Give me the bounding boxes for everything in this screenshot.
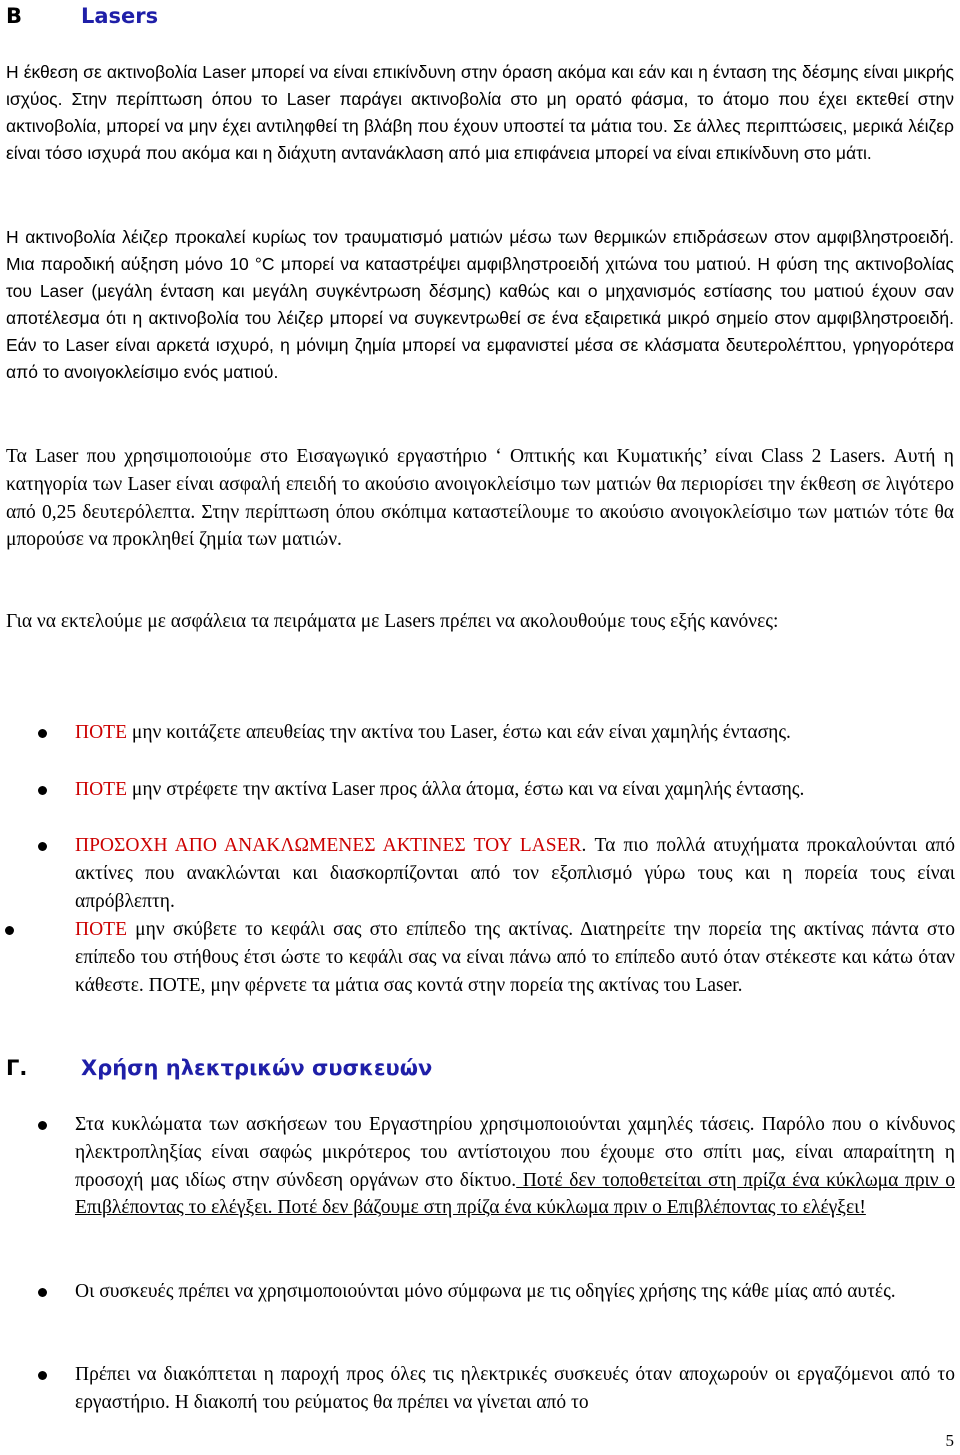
laser-injury-text: Η ακτινοβολία λέιζερ προκαλεί κυρίως τον τραυματισμό ματιών μέσω των θερμικών επιδράσεων στον αμφιβληστροειδή. Μια παροδική αύξηση μόνο 10 °C μπορεί να καταστρέψει αμφιβληστροειδή χιτώνα του ματιού. Η φύση της ακτινοβολίας του Laser (μεγάλη ένταση και μεγάλη συγκέντρωση δέσμης) καθώς και ο μηχανισμός εστίασης του ματιού έχουν σαν αποτέλεσμα ότι η ακτινοβολία του λέιζερ μπορεί να συγκεντρωθεί σε ένα εξαιρετικά μικρό σημείο στον αμφιβληστροειδή. Εάν το Laser είναι αρκετά ισχυρό, η μόνιμη ζημία μπορεί να εμφανιστεί μέσα σε κλάσματα δευτερολέπτου, γρηγορότερα από το ανοιγοκλείσιμο ενός ματιού. [6,227,954,382]
rule-body: μην σκύβετε το κεφάλι σας στο επίπεδο της ακτίνας. Διατηρείτε την πορεία της ακτίνας πάντα στο επίπεδο του στήθους έτσι ώστε το κεφάλι σας να είναι πάνω από το επίπεδο αυτό όταν στέκεστε και κάτω όταν κάθεστε. ΠΟΤΕ, μην φέρνετε τα μάτια σας κοντά στην πορεία της ακτίνας του Laser. [75,919,955,996]
rule-body: μην κοιτάζετε απευθείας την ακτίνα του Laser, έστω και εάν είναι χαμηλής έντασης. [127,722,791,743]
page-number: 5 [945,1431,954,1450]
rule-text [75,719,955,747]
rule-warning: ΠΟΤΕ [75,722,127,743]
rule-warning: ΠΟΤΕ [75,919,127,940]
rules-intro-text: Για να εκτελούμε με ασφάλεια τα πειράματα με Lasers πρέπει να ακολουθούμε τους εξής κανόνες: [6,611,779,632]
laser-injury-paragraph [6,224,954,386]
rule-text [75,832,955,915]
rule-item [0,832,956,916]
section-b-title: Lasers [81,4,159,28]
electrical-item [0,1361,956,1417]
laser-intro-text: Η έκθεση σε ακτινοβολία Laser μπορεί να είναι επικίνδυνη στην όραση ακόμα και εάν και η ένταση της δέσμης είναι μικρής ισχύος. Στην περίπτωση όπου το Laser παράγει ακτινοβολία στο μη ορατό φάσμα, το άτομο που έχει εκτεθεί στην ακτινοβολία, μπορεί να μην έχει αντιληφθεί τη βλάβη που έχουν υποστεί τα μάτια του. Σε άλλες περιπτώσεις, μερικά λέιζερ είναι τόσο ισχυρά που ακόμα και η διάχυτη αντανάκλαση από μια επιφάνεια μπορεί να είναι επικίνδυνη στο μάτι. [6,62,954,163]
bullet-icon [38,1371,47,1380]
electrical-plain: Στα κυκλώματα των ασκήσεων του Εργαστηρίου χρησιμοποιούνται χαμηλές τάσεις. Παρόλο που ο κίνδυνος ηλεκτροπληξίας είναι σαφώς μικρότερος του αντίστοιχου που έχουμε στο σπίτι μας, είναι απαραίτητη η προσοχή μας ιδίως στην σύνδεση οργάνων στο δίκτυο. [75,1114,955,1191]
section-b-heading [6,4,306,32]
section-c-title: Χρήση ηλεκτρικών συσκευών [81,1056,433,1080]
electrical-text: Οι συσκευές πρέπει να χρησιμοποιούνται μόνο σύμφωνα με τις οδηγίες χρήσης της κάθε μίας από αυτές. [75,1281,896,1302]
rule-body: . Τα πιο πολλά ατυχήματα προκαλούνται από ακτίνες που ανακλώνται και διασκορπίζονται από τον εξοπλισμό γύρω τους και η πορεία τους είναι απρόβλεπτη. [75,835,955,912]
rule-item [0,719,956,775]
rule-item [0,776,956,832]
bullet-icon [38,1288,47,1297]
bullet-icon [38,1121,47,1130]
electrical-underlined-warning: Ποτέ δεν τοποθετείται στη πρίζα ένα κύκλωμα πριν ο Επιβλέποντας το ελέγξει. Ποτέ δεν βάζουμε στη πρίζα ένα κύκλωμα πριν ο Επιβλέποντας το ελέγξει! [75,1169,955,1219]
rule-text [75,776,955,804]
rule-text [75,916,955,999]
bullet-icon [5,926,14,935]
rule-item [0,916,956,1028]
section-c-letter: Γ. [6,1056,28,1080]
rule-warning: ΠΡΟΣΟΧΗ ΑΠΟ ΑΝΑΚΛΩΜΕΝΕΣ ΑΚΤΙΝΕΣ ΤΟΥ LASER [75,835,582,856]
rule-warning: ΠΟΤΕ [75,779,127,800]
bullet-icon [38,842,47,851]
class2-text: Τα Laser που χρησιμοποιούμε στο Εισαγωγικό εργαστήριο ‘ Οπτικής και Κυματικής’ είναι Class 2 Lasers. Αυτή η κατηγορία των Laser είναι ασφαλή επειδή το ακούσιο ανοιγοκλείσιμο των ματιών θα περιορίσει την έκθεση σε λιγότερο από 0,25 δευτερόλεπτα. Στην περίπτωση όπου σκόπιμα καταστείλουμε το ακούσιο ανοιγοκλείσιμο των ματιών τότε θα μπορούσε να προκληθεί ζημία των ματιών. [6,446,954,551]
rules-intro-paragraph [6,608,954,636]
class2-paragraph [6,443,954,554]
electrical-text [75,1111,955,1222]
rule-body: μην στρέφετε την ακτίνα Laser προς άλλα άτομα, έστω και να είναι χαμηλής έντασης. [127,779,805,800]
bullet-icon [38,786,47,795]
laser-intro-paragraph [6,59,954,167]
bullet-icon [38,729,47,738]
electrical-item [0,1111,956,1251]
section-c-heading [6,1056,506,1084]
electrical-text: Πρέπει να διακόπτεται η παροχή προς όλες τις ηλεκτρικές συσκευές όταν αποχωρούν οι εργαζόμενοι από το εργαστήριο. Η διακοπή του ρεύματος θα πρέπει να γίνεται από το [75,1364,955,1413]
electrical-item [0,1278,956,1334]
section-b-letter: B [6,4,23,28]
